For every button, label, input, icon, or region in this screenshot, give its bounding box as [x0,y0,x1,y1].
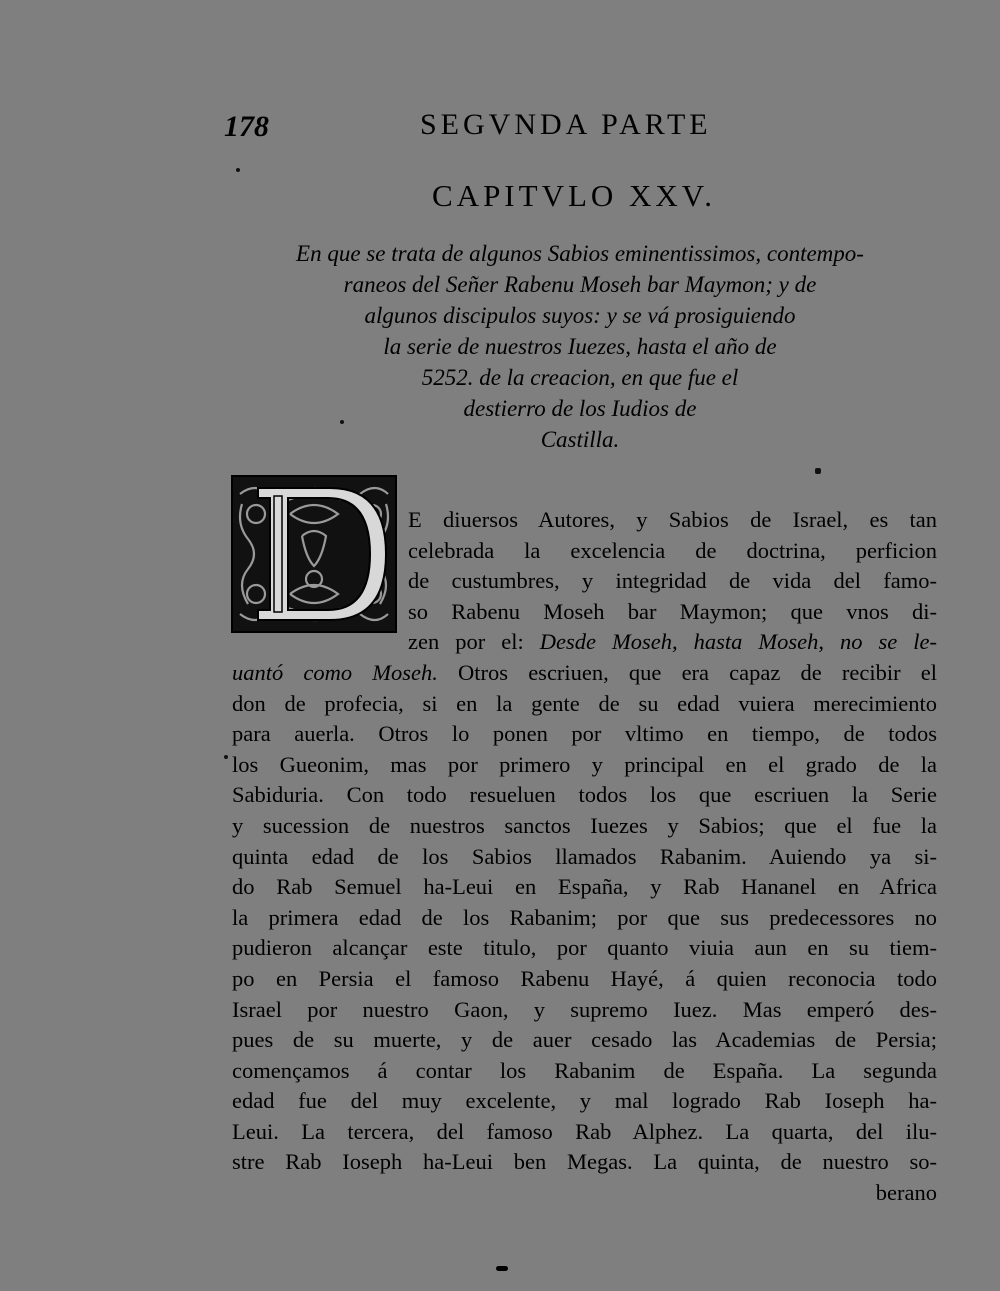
summary-line: raneos del Señer Rabenu Moseh bar Maymon; y de [343,272,817,297]
text-line: E diuersos Autores, y Sabios de Israel, es tan [408,507,937,532]
summary-line: En que se trata de algunos Sabios eminentissimos, contempo- [296,241,864,266]
text-line: celebrada la excelencia de doctrina, perficion [408,537,937,563]
summary-line: Castilla. [540,427,620,452]
text-line: los Gueonim, mas por primero y principal en el grado de la [232,751,937,777]
catchword: berano [875,1180,937,1206]
summary-line: destierro de los Iudios de [463,396,697,421]
ink-speck [815,468,821,474]
summary-line: algunos discipulos suyos: y se vá prosiguiendo [364,303,796,328]
italic-quote: Desde Moseh, hasta Moseh, no se le- [523,629,937,655]
text-line: la primera edad de los Rabanim; por que sus predecessores no [232,904,937,930]
text-line: Sabiduria. Con todo resueluen todos los que escriuen la Serie [232,782,937,808]
summary-line: la serie de nuestros Iuezes, hasta el año de [383,334,777,359]
text-line: començamos á contar los Rabanim de España. La segunda [232,1057,937,1083]
body-text [232,505,937,1209]
footer-mark [496,1266,508,1271]
italic-quote: uantó como Moseh. [232,659,438,685]
text-line: zen por el: Desde Moseh, hasta Moseh, no se le- [408,629,937,655]
running-head: SEGVNDA PARTE [420,108,712,141]
page-number: 178 [224,110,269,143]
chapter-summary [270,238,890,455]
text-line: quinta edad de los Sabios llamados Rabanim. Auiendo ya si- [232,843,937,869]
text-line: uantó como Moseh. Otros escriuen, que era capaz de recibir el [232,659,937,685]
text-line: edad fue del muy excelente, y mal logrado Rab Ioseph ha- [232,1088,937,1114]
text-line: Israel por nuestro Gaon, y supremo Iuez. Mas emperó des- [232,996,937,1022]
text-line: pudieron alcançar este titulo, por quanto viuia aun en su tiem- [232,935,937,961]
text-line: don de profecia, si en la gente de su edad vuiera merecimiento [232,690,937,716]
chapter-title: CAPITVLO XXV. [432,178,716,213]
text-line: po en Persia el famoso Rabenu Hayé, á quien reconocia todo [232,965,937,991]
text-line: Leui. La tercera, del famoso Rab Alphez. La quarta, del ilu- [232,1118,937,1144]
ink-speck [340,420,344,424]
text-line: y sucession de nuestros sanctos Iuezes y Sabios; que el fue la [232,812,937,838]
text-line: stre Rab Ioseph ha-Leui ben Megas. La quinta, de nuestro so- [232,1149,937,1175]
ink-speck [236,168,240,172]
ink-speck [224,755,228,759]
text-line: para auerla. Otros lo ponen por vltimo en tiempo, de todos [232,721,937,747]
summary-line: 5252. de la creacion, en que fue el [421,365,739,390]
text-line: so Rabenu Moseh bar Maymon; que vnos di- [408,598,937,624]
text-line: do Rab Semuel ha-Leui en España, y Rab Hananel en Africa [232,874,937,900]
text-line: pues de su muerte, y de auer cesado las Academias de Persia; [232,1027,937,1053]
text-line: de custumbres, y integridad de vida del famo- [408,568,937,594]
